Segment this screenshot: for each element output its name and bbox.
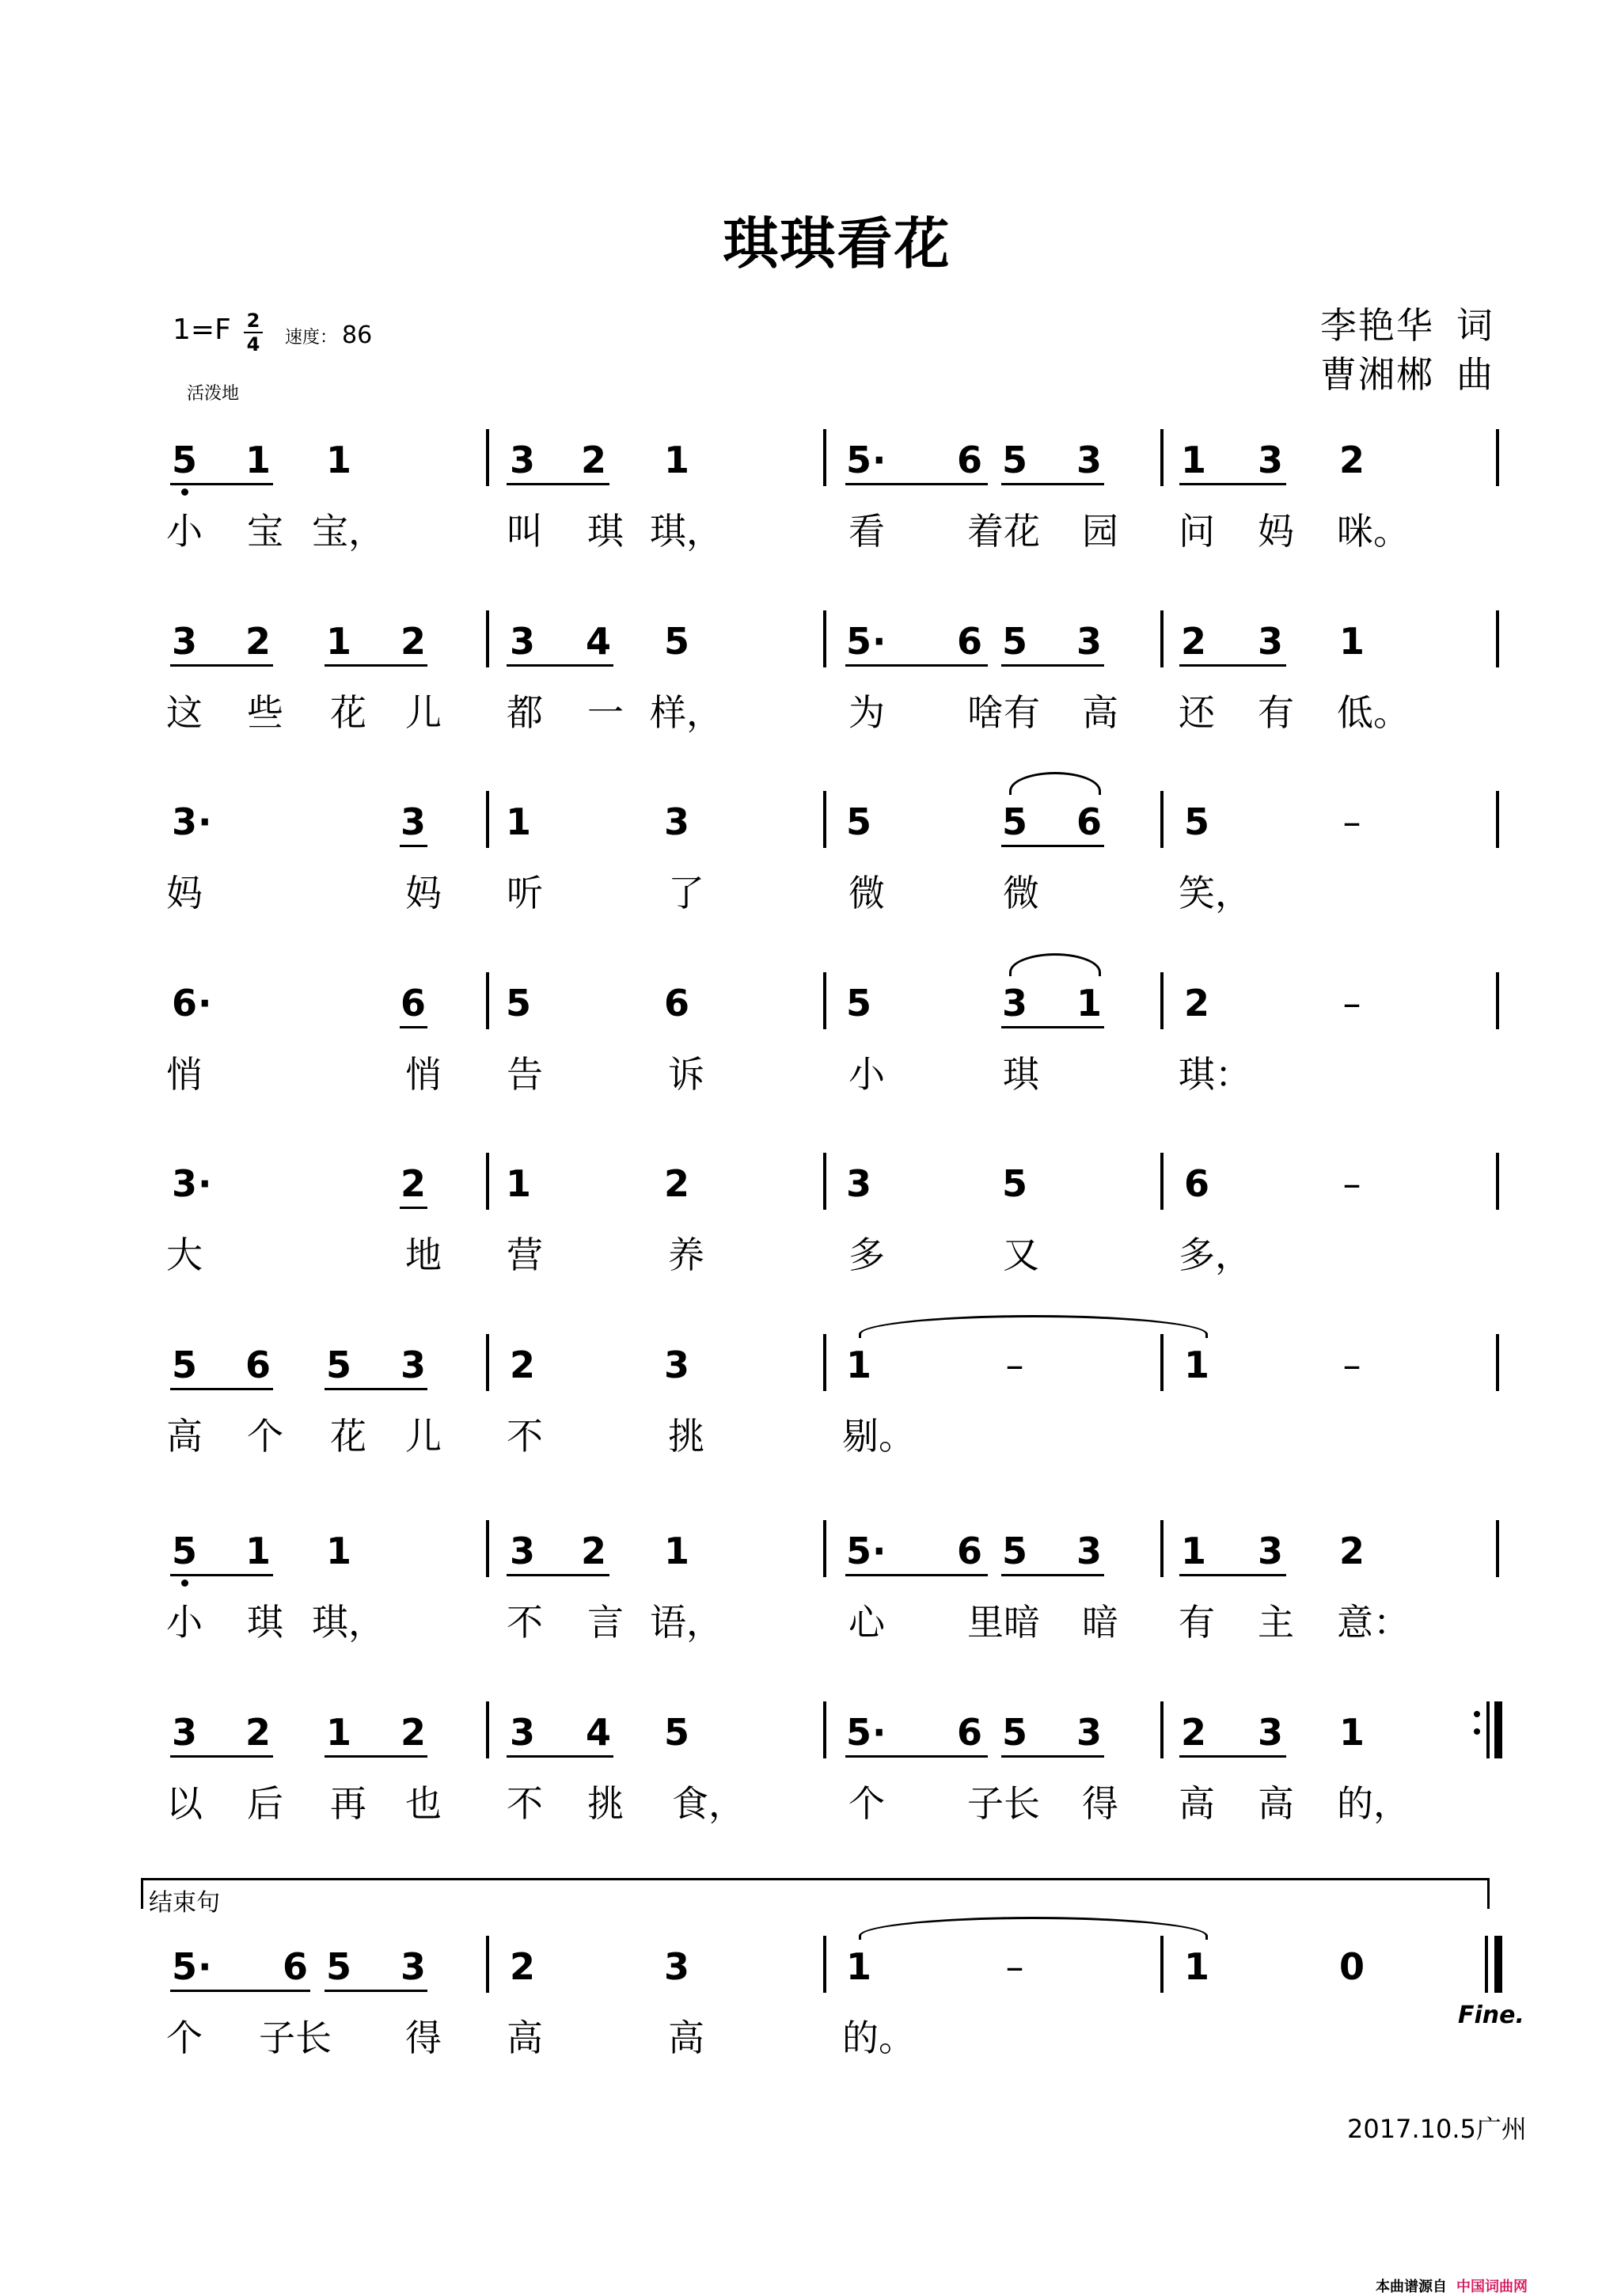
beat-underline xyxy=(400,1026,427,1028)
note: 1 xyxy=(1180,439,1207,481)
lyric: 宝， xyxy=(312,510,385,553)
barline xyxy=(486,1701,489,1758)
note: 1 xyxy=(505,800,532,843)
note: 5 xyxy=(325,1344,352,1386)
note: 2 xyxy=(245,620,271,663)
sustain-dash: – xyxy=(1342,1162,1361,1205)
note: 3 xyxy=(663,1945,690,1988)
note: 3 xyxy=(1076,439,1103,481)
sustain-dash: – xyxy=(1005,1945,1024,1988)
barline xyxy=(1496,1520,1499,1577)
lyric: 问 xyxy=(1179,510,1215,553)
note: 5 xyxy=(172,1533,197,1569)
beat-underline xyxy=(1001,483,1104,485)
note: 5 xyxy=(1001,800,1028,843)
note: 1 xyxy=(663,1530,690,1572)
beat-underline xyxy=(1001,1026,1104,1028)
beat-underline xyxy=(1179,1574,1286,1576)
tie-slur xyxy=(1009,772,1101,795)
beat-underline xyxy=(170,1755,273,1758)
lyric: 主 xyxy=(1258,1601,1294,1644)
augmentation-dot: · xyxy=(198,982,212,1024)
note: 5 xyxy=(325,1945,352,1988)
barline xyxy=(486,972,489,1029)
note: 1 xyxy=(325,1530,352,1572)
note: 3 xyxy=(509,1711,536,1754)
note: 0 xyxy=(1338,1945,1365,1988)
lyric: 咪。 xyxy=(1337,510,1410,553)
lyric: 为 xyxy=(848,691,885,734)
lyric: 个 xyxy=(166,2017,203,2059)
lyric: 心 xyxy=(848,1601,885,1644)
lyric: 听 xyxy=(507,872,543,914)
note: 2 xyxy=(1183,982,1210,1024)
lyric: 低。 xyxy=(1337,691,1410,734)
note: 3 xyxy=(509,620,536,663)
barline xyxy=(486,429,489,486)
lyric: 子长 xyxy=(259,2017,332,2059)
final-thin-barline xyxy=(1485,1936,1488,1993)
note: 3 xyxy=(400,1344,427,1386)
beat-underline xyxy=(400,845,427,847)
note: 2 xyxy=(1180,620,1207,663)
note: 3 xyxy=(1257,1711,1284,1754)
lyric: 不 xyxy=(507,1415,543,1458)
note: 3 xyxy=(400,1945,427,1988)
note: 3 xyxy=(1257,439,1284,481)
augmentation-dot: · xyxy=(872,620,886,663)
lyric: 微 xyxy=(1003,872,1039,914)
note: 3 xyxy=(509,439,536,481)
augmentation-dot: · xyxy=(872,439,886,481)
note: 4 xyxy=(585,1711,612,1754)
lyric: 微 xyxy=(848,872,885,914)
note: 2 xyxy=(1338,439,1365,481)
augmentation-dot: · xyxy=(198,1162,212,1205)
sustain-dash: – xyxy=(1005,1344,1024,1386)
note: 6 xyxy=(282,1945,309,1988)
lyric: 儿 xyxy=(405,691,442,734)
note: 3 xyxy=(663,1344,690,1386)
lyric: 个 xyxy=(247,1415,283,1458)
tempo xyxy=(285,321,372,349)
lyric: 高 xyxy=(668,2017,704,2059)
barline xyxy=(1160,1334,1164,1391)
note: 3 xyxy=(1257,1530,1284,1572)
note: 2 xyxy=(1180,1711,1207,1754)
lyric: 高 xyxy=(1258,1782,1294,1825)
lyric: 高 xyxy=(507,2017,543,2059)
note: 3 xyxy=(1076,1711,1103,1754)
barline xyxy=(486,610,489,667)
lyric: 花 xyxy=(330,691,366,734)
lyric: 多， xyxy=(1179,1234,1251,1276)
barline xyxy=(486,1153,489,1210)
lyric: 不 xyxy=(507,1601,543,1644)
note: 1 xyxy=(845,1945,872,1988)
barline xyxy=(823,1520,826,1577)
source-credit xyxy=(1376,2275,1528,2296)
tempo-value: 86 xyxy=(342,321,373,349)
note: 1 xyxy=(1338,620,1365,663)
barline xyxy=(486,1520,489,1577)
sustain-dash: – xyxy=(1342,1344,1361,1386)
note: 1 xyxy=(1076,982,1103,1024)
expression-mark: 活泼地 xyxy=(187,384,240,404)
lyric: 有 xyxy=(1258,691,1294,734)
lyric: 小 xyxy=(848,1053,885,1096)
barline xyxy=(823,1334,826,1391)
note: 5 xyxy=(1183,800,1210,843)
lyric: 悄 xyxy=(166,1053,203,1096)
lyric: 不 xyxy=(507,1782,543,1825)
beat-underline xyxy=(845,1574,988,1576)
lyric: 都 xyxy=(507,691,543,734)
time-sig-top: 2 xyxy=(246,310,260,332)
lyric: 琪 xyxy=(247,1601,283,1644)
lyric: 还 xyxy=(1179,691,1215,734)
barline xyxy=(823,1701,826,1758)
note: 5 xyxy=(845,800,872,843)
barline xyxy=(1160,1520,1164,1577)
song-title: 琪琪看花 xyxy=(723,211,951,276)
lyric: 挑 xyxy=(587,1782,624,1825)
lyric: 叫 xyxy=(507,510,543,553)
beat-underline xyxy=(325,1388,427,1390)
beat-underline xyxy=(507,664,613,667)
note: 3 xyxy=(171,1711,198,1754)
lyric: 妈 xyxy=(166,872,203,914)
beat-underline xyxy=(170,1990,310,1992)
beat-underline xyxy=(1001,845,1104,847)
beat-underline xyxy=(325,664,427,667)
note: 3 xyxy=(400,800,427,843)
augmentation-dot: · xyxy=(872,1530,886,1572)
beat-underline xyxy=(400,1207,427,1209)
note: 5 xyxy=(845,1530,872,1572)
source-text: 本曲谱源自 xyxy=(1376,2279,1447,2295)
beat-underline xyxy=(170,483,273,485)
note: 1 xyxy=(325,620,352,663)
note: 2 xyxy=(1338,1530,1365,1572)
lyric: 的， xyxy=(1337,1782,1410,1825)
barline xyxy=(1160,1936,1164,1993)
barline xyxy=(1496,429,1499,486)
beat-underline xyxy=(845,664,988,667)
note: 6 xyxy=(663,982,690,1024)
note: 2 xyxy=(400,1711,427,1754)
sustain-dash: – xyxy=(1342,800,1361,843)
beat-underline xyxy=(1179,483,1286,485)
beat-underline xyxy=(507,483,609,485)
lyric: 高 xyxy=(1179,1782,1215,1825)
beat-underline xyxy=(170,664,273,667)
lyric: 妈 xyxy=(405,872,442,914)
note: 1 xyxy=(325,439,352,481)
tie-slur xyxy=(859,1315,1208,1338)
note: 6 xyxy=(956,439,983,481)
note: 3 xyxy=(171,620,198,663)
composition-date: 2017.10.5广州 xyxy=(1347,2114,1527,2144)
note: 6 xyxy=(245,1344,271,1386)
lyric: 花 xyxy=(330,1415,366,1458)
note: 5 xyxy=(845,439,872,481)
barline xyxy=(1496,610,1499,667)
lyric: 琪， xyxy=(650,510,723,553)
repeat-thick-barline xyxy=(1494,1701,1502,1758)
barline xyxy=(1496,1153,1499,1210)
lyric: 的。 xyxy=(842,2017,915,2059)
note: 2 xyxy=(509,1945,536,1988)
lyric: 儿 xyxy=(405,1415,442,1458)
note: 3 xyxy=(1001,982,1028,1024)
note: 5 xyxy=(845,1711,872,1754)
beat-underline xyxy=(845,483,988,485)
lyric: 大 xyxy=(166,1234,203,1276)
barline xyxy=(823,1153,826,1210)
note: 5 xyxy=(845,620,872,663)
barline xyxy=(486,1334,489,1391)
lyric: 琪 xyxy=(587,510,624,553)
note: 4 xyxy=(585,620,612,663)
note: 1 xyxy=(663,439,690,481)
key-signature: 1=F xyxy=(173,314,231,346)
note: 3 xyxy=(1076,1530,1103,1572)
lyric: 看 xyxy=(848,510,885,553)
sustain-dash: – xyxy=(1342,982,1361,1024)
lyric: 样， xyxy=(650,691,723,734)
note: 6 xyxy=(956,1711,983,1754)
note: 2 xyxy=(509,1344,536,1386)
lyric: 言 xyxy=(587,1601,624,1644)
note: 3 xyxy=(1257,620,1284,663)
lyric: 小 xyxy=(166,1601,203,1644)
lyric: 个 xyxy=(848,1782,885,1825)
note: 1 xyxy=(1183,1344,1210,1386)
beat-underline xyxy=(845,1755,988,1758)
beat-underline xyxy=(1001,1574,1104,1576)
lyric: 挑 xyxy=(668,1415,704,1458)
lyric: 着花 xyxy=(967,510,1040,553)
lyric: 妈 xyxy=(1258,510,1294,553)
note: 2 xyxy=(245,1711,271,1754)
lyric: 诉 xyxy=(668,1053,704,1096)
lyric: 又 xyxy=(1003,1234,1039,1276)
barline xyxy=(1160,429,1164,486)
note: 1 xyxy=(245,439,271,481)
note: 5 xyxy=(505,982,532,1024)
note: 2 xyxy=(580,439,607,481)
note: 5 xyxy=(663,1711,690,1754)
lyric: 这 xyxy=(166,691,203,734)
beat-underline xyxy=(170,1574,273,1576)
lyric: 地 xyxy=(405,1234,442,1276)
augmentation-dot: · xyxy=(872,1711,886,1754)
lyric: 了 xyxy=(668,872,704,914)
lyric: 一 xyxy=(587,691,624,734)
lyric: 琪， xyxy=(312,1601,385,1644)
beat-underline xyxy=(507,1574,609,1576)
note: 2 xyxy=(580,1530,607,1572)
note: 3 xyxy=(663,800,690,843)
lyric: 养 xyxy=(668,1234,704,1276)
note: 5 xyxy=(1001,1711,1028,1754)
note: 5 xyxy=(663,620,690,663)
lyric: 再 xyxy=(330,1782,366,1825)
lyric: 后 xyxy=(247,1782,283,1825)
note: 5 xyxy=(172,442,197,478)
note: 1 xyxy=(1180,1530,1207,1572)
barline xyxy=(1160,1701,1164,1758)
barline xyxy=(1160,791,1164,848)
note: 1 xyxy=(505,1162,532,1205)
composer-name: 曹湘郴 xyxy=(1320,353,1434,396)
tie-slur xyxy=(1009,953,1101,976)
barline xyxy=(823,1936,826,1993)
composer-role: 曲 xyxy=(1456,353,1494,396)
lyric: 琪 xyxy=(1003,1053,1039,1096)
note: 1 xyxy=(325,1711,352,1754)
lyric: 暗 xyxy=(1082,1601,1118,1644)
note: 5 xyxy=(1001,1162,1028,1205)
lyricist-role: 词 xyxy=(1456,304,1494,347)
coda-label: 结束句 xyxy=(149,1889,220,1917)
lyric: 高 xyxy=(166,1415,203,1458)
lyric: 笑， xyxy=(1179,872,1251,914)
beat-underline xyxy=(1001,1755,1104,1758)
augmentation-dot: · xyxy=(198,800,212,843)
note: 3 xyxy=(171,800,198,843)
barline xyxy=(823,429,826,486)
beat-underline xyxy=(507,1755,613,1758)
note: 6 xyxy=(956,620,983,663)
lyric: 园 xyxy=(1082,510,1118,553)
lyric: 意： xyxy=(1337,1601,1410,1644)
barline xyxy=(1496,791,1499,848)
lyric: 营 xyxy=(507,1234,543,1276)
note: 3 xyxy=(845,1162,872,1205)
lyric: 有 xyxy=(1179,1601,1215,1644)
note: 5 xyxy=(1001,620,1028,663)
barline xyxy=(486,791,489,848)
lyric: 食， xyxy=(672,1782,745,1825)
repeat-dots xyxy=(1474,1700,1482,1746)
barline xyxy=(1160,610,1164,667)
beat-underline xyxy=(325,1755,427,1758)
lyric: 以 xyxy=(166,1782,203,1825)
lyric: 得 xyxy=(1082,1782,1118,1825)
note: 1 xyxy=(1338,1711,1365,1754)
barline xyxy=(823,610,826,667)
barline xyxy=(1160,972,1164,1029)
beat-underline xyxy=(1179,664,1286,667)
fine-mark: Fine. xyxy=(1458,2001,1524,2029)
lyric: 高 xyxy=(1082,691,1118,734)
lyric: 些 xyxy=(247,691,283,734)
note: 5 xyxy=(1001,439,1028,481)
lyric: 告 xyxy=(507,1053,543,1096)
beat-underline xyxy=(325,1990,427,1992)
time-signature xyxy=(244,310,263,355)
barline xyxy=(823,972,826,1029)
note: 5 xyxy=(845,982,872,1024)
low-octave-dot xyxy=(181,1579,188,1587)
lyricist-credit xyxy=(1320,297,1494,349)
note: 5 xyxy=(171,1945,198,1988)
lyric: 也 xyxy=(405,1782,442,1825)
note: 3 xyxy=(509,1530,536,1572)
lyric: 子长 xyxy=(967,1782,1040,1825)
note: 6 xyxy=(956,1530,983,1572)
time-sig-bottom: 4 xyxy=(246,333,260,355)
coda-bracket xyxy=(141,1878,1490,1909)
note: 1 xyxy=(245,1530,271,1572)
augmentation-dot: · xyxy=(198,1945,212,1988)
note: 2 xyxy=(400,620,427,663)
lyric: 悄 xyxy=(405,1053,442,1096)
note: 6 xyxy=(1076,800,1103,843)
low-octave-dot xyxy=(181,488,188,496)
source-site: 中国词曲网 xyxy=(1456,2279,1528,2295)
note: 3 xyxy=(171,1162,198,1205)
barline xyxy=(1496,972,1499,1029)
note: 5 xyxy=(171,1344,198,1386)
repeat-thin-barline xyxy=(1486,1701,1490,1758)
barline xyxy=(1160,1153,1164,1210)
lyric: 小 xyxy=(166,510,203,553)
note: 3 xyxy=(1076,620,1103,663)
lyric: 得 xyxy=(405,2017,442,2059)
note: 6 xyxy=(1183,1162,1210,1205)
tie-slur xyxy=(859,1917,1208,1940)
lyric: 宝 xyxy=(247,510,283,553)
note: 6 xyxy=(171,982,198,1024)
lyricist-name: 李艳华 xyxy=(1320,304,1434,347)
lyric: 啥有 xyxy=(967,691,1040,734)
note: 6 xyxy=(400,982,427,1024)
lyric: 多 xyxy=(848,1234,885,1276)
final-thick-barline xyxy=(1494,1936,1502,1993)
composer-credit xyxy=(1320,346,1494,398)
tempo-label: 速度： xyxy=(285,328,338,348)
barline xyxy=(823,791,826,848)
note: 5 xyxy=(1001,1530,1028,1572)
note: 1 xyxy=(845,1344,872,1386)
beat-underline xyxy=(1179,1755,1286,1758)
barline xyxy=(486,1936,489,1993)
lyric: 琪： xyxy=(1179,1053,1251,1096)
note: 2 xyxy=(663,1162,690,1205)
note: 2 xyxy=(400,1162,427,1205)
beat-underline xyxy=(1001,664,1104,667)
beat-underline xyxy=(170,1388,273,1390)
lyric: 剔。 xyxy=(842,1415,915,1458)
note: 1 xyxy=(1183,1945,1210,1988)
barline xyxy=(1496,1334,1499,1391)
lyric: 里暗 xyxy=(967,1601,1040,1644)
lyric: 语， xyxy=(650,1601,723,1644)
